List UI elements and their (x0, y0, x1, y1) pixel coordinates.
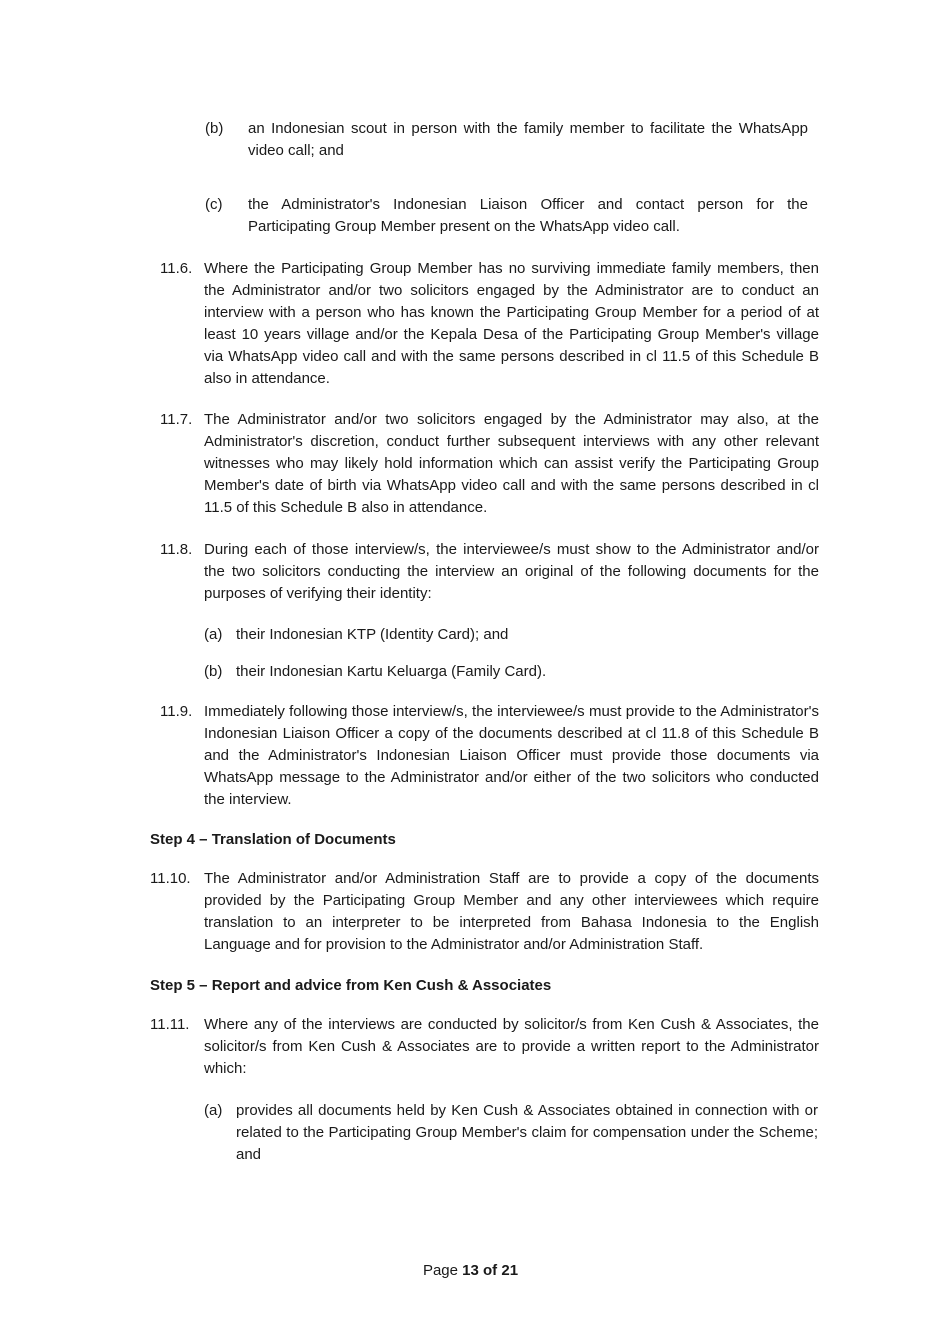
sub-item-label-a-11-11: (a) (204, 1102, 223, 1119)
clause-text-11-10: The Administrator and/or Administration Staff are to provide a copy of the documents provided by the Participating Group Member and any other interviewees which require translation to an interpreter to be interpreted from Bahasa Indonesia to the English Language and for provision to the Administrator and/or Administration Staff. (204, 870, 819, 953)
item-label-c: (c) (205, 196, 223, 213)
item-text-b: an Indonesian scout in person with the family member to facilitate the WhatsApp video call; and (248, 120, 808, 159)
sub-item-label-a: (a) (204, 626, 223, 643)
sub-item-text-b: their Indonesian Kartu Keluarga (Family Card). (236, 663, 547, 680)
clause-text-11-9: Immediately following those interview/s, the interviewee/s must provide to the Administrator's Indonesian Liaison Officer a copy of the documents described at cl 11.8 of this Schedule B and the Administrator's Indonesian Liaison Officer must provide those documents via WhatsApp message to the Administrator and/or either of the two solicitors who conducted the interview. (204, 703, 819, 808)
clause-number-11-9: 11.9. (160, 703, 193, 720)
sub-item-label-b: (b) (204, 663, 223, 680)
clause-text-11-7: The Administrator and/or two solicitors engaged by the Administrator may also, at the Administrator's discretion, conduct further subsequent interviews with any other relevant witnesses who may likely hold information which can assist verify the Participating Group Member's date of birth via WhatsApp video call and with the same persons described in cl 11.5 of this Schedule B also in attendance. (204, 411, 819, 516)
item-text-c: the Administrator's Indonesian Liaison Officer and contact person for the Participating Group Member present on the WhatsApp video call. (248, 196, 808, 235)
clause-number-11-8: 11.8. (160, 541, 193, 558)
clause-text-11-8: During each of those interview/s, the interviewee/s must show to the Administrator and/or the two solicitors conducting the interview an original of the following documents for the purposes of verifying their identity: (204, 541, 819, 602)
page-of: of (483, 1262, 498, 1279)
page-total: 21 (501, 1262, 519, 1279)
page-current: 13 (462, 1262, 479, 1279)
step-5-heading: Step 5 – Report and advice from Ken Cush & Associates (150, 977, 552, 994)
clause-text-11-11: Where any of the interviews are conducted by solicitor/s from Ken Cush & Associates, the solicitor/s from Ken Cush & Associates are to provide a written report to the Administrator which: (204, 1016, 819, 1077)
sub-item-text-a: their Indonesian KTP (Identity Card); and (236, 626, 509, 643)
page-footer (0, 1260, 941, 1282)
clause-number-11-10: 11.10. (150, 870, 191, 887)
item-label-b: (b) (205, 120, 224, 137)
step-4-heading: Step 4 – Translation of Documents (150, 831, 396, 848)
clause-number-11-7: 11.7. (160, 411, 193, 428)
clause-number-11-6: 11.6. (160, 260, 193, 277)
clause-number-11-11: 11.11. (150, 1016, 190, 1033)
page-prefix: Page (422, 1262, 458, 1279)
clause-text-11-6: Where the Participating Group Member has no surviving immediate family members, then the Administrator and/or two solicitors engaged by the Administrator are to conduct an interview with a person who has known the Participating Group Member for a period of at least 10 years village and/or the Kepala Desa of the Participating Group Member's village via WhatsApp video call and with the same persons described in cl 11.5 of this Schedule B also in attendance. (204, 260, 819, 387)
sub-item-text-a-11-11: provides all documents held by Ken Cush & Associates obtained in connection with or related to the Participating Group Member's claim for compensation under the Scheme; and (236, 1102, 818, 1163)
